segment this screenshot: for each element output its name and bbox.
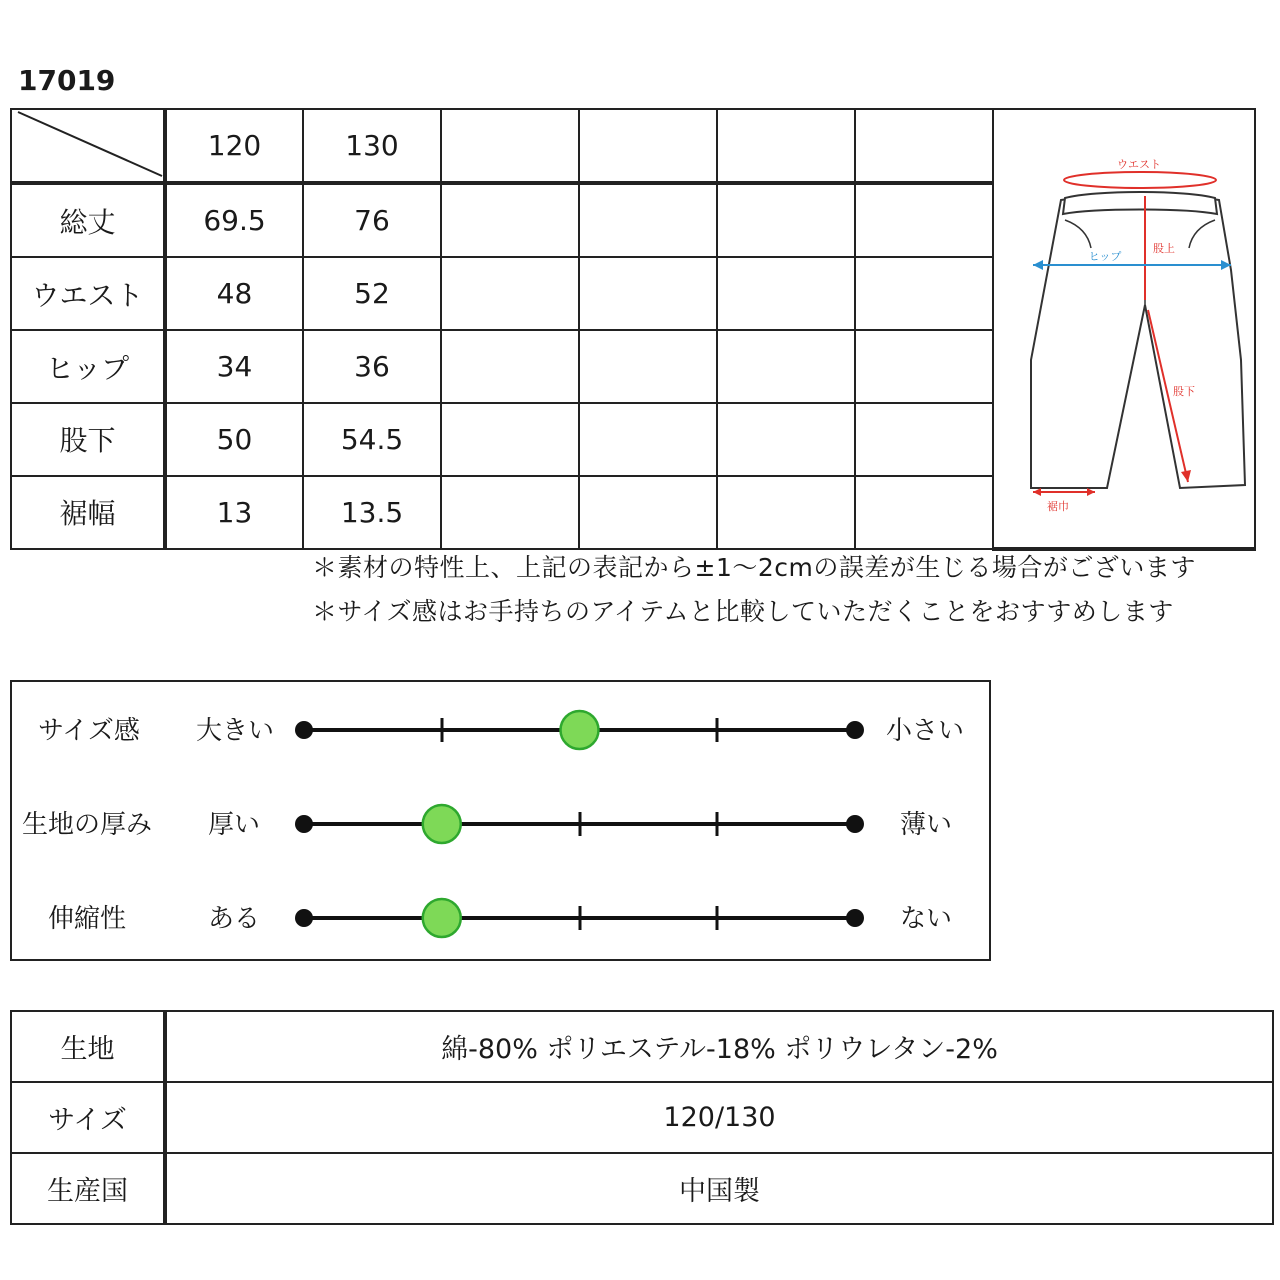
scale-left-label: ある [208,904,261,934]
scale-left-label: 厚い [208,810,261,840]
value-cell: 34 [165,330,303,403]
scale-end-dot-left [295,815,313,833]
value-cell: 52 [303,257,441,330]
hem-arrow-right-icon [1087,488,1095,496]
value-cell: 13.5 [303,476,441,549]
value-cell: 36 [303,330,441,403]
scale-track [292,700,868,760]
value-cell [579,330,717,403]
value-cell: 13 [165,476,303,549]
value-cell: 76 [303,183,441,257]
value-cell [717,476,855,549]
row-label: 総丈 [11,183,165,257]
value-cell [441,257,579,330]
value-cell: 50 [165,403,303,476]
pants-diagram [995,110,1253,540]
scale-end-dot-right [846,909,864,927]
scale-right-label: 薄い [900,810,953,840]
size-header-cell [579,109,717,183]
value-cell [441,403,579,476]
value-cell [579,183,717,257]
value-cell: 69.5 [165,183,303,257]
diagonal-line [12,110,164,178]
value-cell [717,183,855,257]
info-label: 生地 [11,1011,165,1082]
value-cell: 48 [165,257,303,330]
corner-cell [11,109,165,183]
value-cell [441,183,579,257]
row-label: 股下 [11,403,165,476]
feel-scale-panel [10,680,991,961]
scale-marker [423,805,461,843]
size-header-row [11,109,1255,183]
hem-arrow-left-icon [1033,488,1041,496]
hem-label: 裾巾 [1047,500,1069,513]
value-cell [855,330,993,403]
scale-right-label: ない [900,904,953,934]
size-header-cell [717,109,855,183]
waist-label: ウエスト [1117,158,1161,171]
value-cell [579,476,717,549]
value-cell [717,257,855,330]
value-cell [441,476,579,549]
scale-left-label: 大きい [196,716,275,746]
value-cell [855,403,993,476]
pants-diagram-cell [993,109,1255,549]
value-cell [579,257,717,330]
product-code: 17019 [18,64,116,97]
scale-marker [423,899,461,937]
rise-label: 股上 [1153,242,1175,255]
info-value: 120/130 [165,1082,1273,1153]
scale-end-dot-left [295,721,313,739]
size-header-cell [855,109,993,183]
size-header-cell: 130 [303,109,441,183]
hip-label: ヒップ [1088,250,1122,263]
size-header-cell: 120 [165,109,303,183]
scale-track [292,794,868,854]
size-table [10,108,1256,551]
inseam-label: 股下 [1173,385,1195,398]
pants-outline [1031,196,1245,489]
row-label: 裾幅 [11,476,165,549]
scale-label: 伸縮性 [48,904,127,934]
scale-track [292,888,868,948]
scale-end-dot-right [846,721,864,739]
row-label: ウエスト [11,257,165,330]
scale-right-label: 小さい [886,716,965,746]
info-row-size [11,1082,1273,1153]
hip-arrow-left-icon [1033,260,1043,270]
value-cell [717,330,855,403]
value-cell [717,403,855,476]
value-cell: 54.5 [303,403,441,476]
waist-measure-ellipse [1064,172,1216,188]
value-cell [855,257,993,330]
scale-end-dot-right [846,815,864,833]
info-value: 綿-80% ポリエステル-18% ポリウレタン-2% [165,1011,1273,1082]
scale-label: 生地の厚み [22,810,153,840]
row-label: ヒップ [11,330,165,403]
value-cell [441,330,579,403]
scale-label: サイズ感 [38,716,140,746]
scale-end-dot-left [295,909,313,927]
scale-marker [561,711,599,749]
info-table [10,1010,1274,1225]
size-header-cell [441,109,579,183]
note-size-comparison: ＊サイズ感はお手持ちのアイテムと比較していただくことをおすすめします [312,597,1174,626]
value-cell [855,183,993,257]
info-value: 中国製 [165,1153,1273,1224]
info-row-fabric [11,1011,1273,1082]
value-cell [579,403,717,476]
info-label: 生産国 [11,1153,165,1224]
note-measurement-error: ＊素材の特性上、上記の表記から±1～2cmの誤差が生じる場合がございます [312,553,1196,582]
info-row-origin [11,1153,1273,1224]
info-label: サイズ [11,1082,165,1153]
value-cell [855,476,993,549]
